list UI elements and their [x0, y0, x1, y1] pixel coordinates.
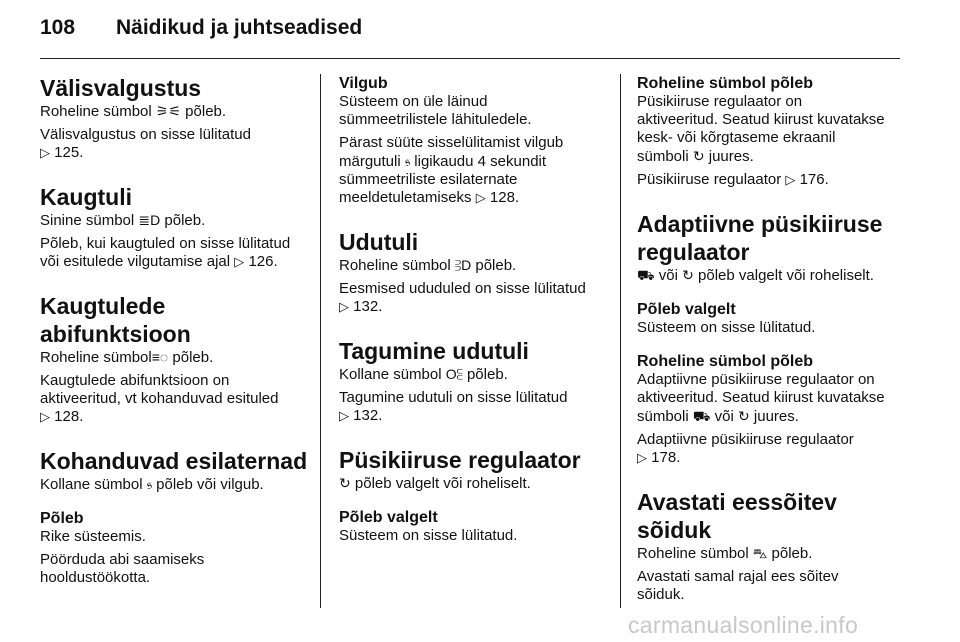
page-number: 108 [40, 16, 76, 39]
page-ref-arrow-icon: ▷ [234, 254, 245, 269]
adaptive-cruise-icon: ⛟ [692, 408, 711, 424]
page-ref-arrow-icon: ▷ [339, 408, 349, 423]
heading-high-beam: Kaugtuli [40, 184, 132, 210]
paragraph: Süsteem on sisse lülitatud. [637, 319, 816, 336]
vehicle-ahead-icon: ⛍ [752, 545, 768, 561]
subheading-green-lit: Roheline sümbol põleb [637, 353, 814, 370]
paragraph: Kollane sümbol 𝔰 põleb või vilgub. [40, 476, 264, 493]
paragraph: Püsikiiruse regulaator ▷ 176. [637, 171, 829, 188]
page-ref-link[interactable]: 128. [50, 408, 84, 425]
paragraph: Rike süsteemis. [40, 528, 146, 545]
page-ref-link[interactable]: 125. [50, 144, 84, 161]
paragraph: Adaptiivne püsikiiruse regulaator ▷ 178. [637, 431, 854, 466]
paragraph: Avastati samal rajal ees sõitev sõiduk. [637, 568, 839, 603]
page-ref-arrow-icon: ▷ [339, 299, 349, 314]
heading-high-beam-assist: Kaugtulede abifunktsioon [40, 293, 191, 347]
paragraph: Adaptiivne püsikiiruse regulaator on aktiveeritud. Seatud kiirust kuvatakse sümboli ⛟ või ↻ juures. [637, 371, 885, 425]
cruise-control-icon: ↻ [692, 148, 705, 164]
page-ref-arrow-icon: ▷ [637, 450, 647, 465]
page-ref-link[interactable]: 132. [349, 407, 383, 424]
heading-rear-fog-light: Tagumine udutuli [339, 338, 529, 364]
paragraph: Süsteem on üle läinud sümmeetrilistele lähituledele. [339, 93, 532, 128]
header-rule [40, 58, 900, 59]
subheading-lit-white: Põleb valgelt [637, 301, 736, 318]
column-1 [40, 74, 308, 587]
paragraph: Roheline sümbol ⫖D põleb. [339, 257, 517, 274]
paragraph: Pöörduda abi saamiseks hooldustöökotta. [40, 551, 205, 586]
subheading-flashing: Vilgub [339, 75, 388, 92]
subheading-green-lit: Roheline sümbol põleb [637, 75, 814, 92]
side-light-icon: ⚞⚟ [155, 103, 182, 119]
column-3 [637, 74, 907, 604]
rear-fog-light-icon: O⫕ [445, 366, 463, 382]
high-beam-assist-icon: ≡◌ [151, 349, 169, 365]
paragraph: Põleb, kui kaugtuled on sisse lülitatud või esitulede vilgutamise ajal ▷ 126. [40, 235, 291, 270]
column-2 [339, 74, 609, 545]
cruise-control-icon: ↻ [682, 267, 694, 283]
cruise-control-icon: ↻ [738, 408, 750, 424]
page-ref-arrow-icon: ▷ [40, 409, 50, 424]
subheading-lit-white: Põleb valgelt [339, 509, 438, 526]
page-ref-link[interactable]: 178. [647, 449, 681, 466]
bulb-icon: 𝔰 [404, 153, 411, 169]
paragraph: ⛟ või ↻ põleb valgelt või roheliselt. [637, 267, 874, 284]
page-header [40, 14, 910, 54]
column-divider-2 [620, 74, 621, 608]
bulb-icon: 𝔰 [146, 476, 152, 492]
heading-adaptive-cruise-control: Adaptiivne püsikiiruse regulaator [637, 211, 883, 265]
subheading-lit: Põleb [40, 510, 84, 527]
column-divider-1 [320, 74, 321, 608]
paragraph: Pärast süüte sisselülitamist vilgub märgutuli 𝔰 ligikaudu 4 sekundit sümmeetriliste esilaternate meeldetuletamiseks ▷ 128. [339, 134, 564, 206]
page-ref-arrow-icon: ▷ [40, 145, 50, 160]
paragraph: Roheline sümbol ⚞⚟ põleb. [40, 103, 227, 120]
paragraph: ↻ põleb valgelt või roheliselt. [339, 475, 531, 492]
watermark: carmanualsonline.info [628, 612, 859, 638]
front-fog-light-icon: ⫖D [454, 257, 472, 273]
paragraph: Kaugtulede abifunktsioon on aktiveeritud, vt kohanduvad esituled ▷ 128. [40, 372, 279, 425]
paragraph: Eesmised ududuled on sisse lülitatud ▷ 132. [339, 280, 586, 315]
heading-cruise-control: Püsikiiruse regulaator [339, 447, 581, 473]
paragraph: Roheline sümbol≡◌ põleb. [40, 349, 214, 366]
paragraph: Süsteem on sisse lülitatud. [339, 527, 518, 544]
heading-fog-light: Udutuli [339, 229, 419, 255]
page-ref-arrow-icon: ▷ [785, 172, 796, 187]
cruise-control-icon: ↻ [339, 475, 351, 491]
chapter-title: Näidikud ja juhtseadised [116, 16, 363, 39]
paragraph: Roheline sümbol ⛍ põleb. [637, 545, 813, 562]
heading-vehicle-ahead-detected: Avastati eessõitev sõiduk [637, 489, 837, 543]
paragraph: Tagumine udutuli on sisse lülitatud ▷ 132. [339, 389, 568, 424]
paragraph: Püsikiiruse regulaator on aktiveeritud. Seatud kiirust kuvatakse kesk- või kõrgtaseme ekraanil sümboli ↻ juures. [637, 93, 885, 165]
page-ref-link[interactable]: 176. [795, 171, 829, 188]
adaptive-cruise-icon: ⛟ [637, 267, 655, 283]
page-ref-link[interactable]: 128. [485, 189, 520, 206]
heading-adaptive-headlights: Kohanduvad esilaternad [40, 448, 308, 474]
paragraph: Kollane sümbol O⫕ põleb. [339, 366, 508, 383]
heading-exterior-lights: Välisvalgustus [40, 75, 202, 101]
paragraph: Sinine sümbol ≣D põleb. [40, 212, 206, 229]
paragraph: Välisvalgustus on sisse lülitatud ▷ 125. [40, 126, 251, 161]
page-ref-link[interactable]: 126. [244, 253, 278, 270]
page-ref-link[interactable]: 132. [349, 298, 383, 315]
page-ref-arrow-icon: ▷ [475, 190, 486, 205]
high-beam-icon: ≣D [138, 212, 161, 228]
